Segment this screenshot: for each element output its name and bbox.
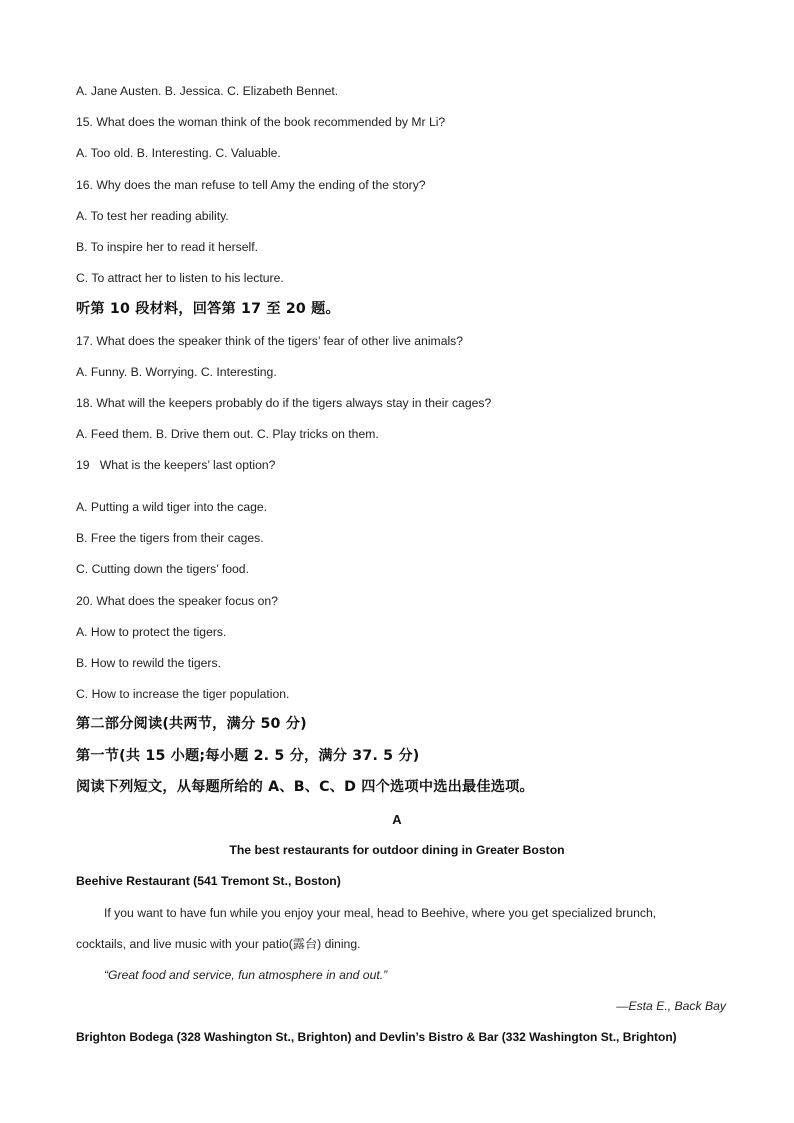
passage-title: The best restaurants for outdoor dining in Greater Boston <box>229 843 565 857</box>
q19-question: 19 What is the keepers’ last option? <box>76 458 276 472</box>
q16-option-b: B. To inspire her to read it herself. <box>76 240 259 254</box>
passage-letter: A <box>392 812 402 827</box>
q19-option-c: C. Cutting down the tigers’ food. <box>76 562 249 576</box>
q15-options: A. Too old. B. Interesting. C. Valuable. <box>76 146 281 160</box>
q19-option-b: B. Free the tigers from their cages. <box>76 531 264 545</box>
q17-options: A. Funny. B. Worrying. C. Interesting. <box>76 365 277 379</box>
q16-question: 16. Why does the man refuse to tell Amy the ending of the story? <box>76 178 426 192</box>
q15-question: 15. What does the woman think of the book recommended by Mr Li? <box>76 115 446 129</box>
restaurant-1-attribution: —Esta E., Back Bay <box>616 999 726 1013</box>
part-2-section-1-heading: 第一节(共 15 小题;每小题 2. 5 分，满分 37. 5 分) <box>76 748 420 764</box>
q17-question: 17. What does the speaker think of the tigers’ fear of other live animals? <box>76 334 464 348</box>
q20-option-c: C. How to increase the tiger population. <box>76 687 290 701</box>
restaurant-1-body-line-2: cocktails, and live music with your patio(露台) dining. <box>76 937 361 951</box>
q16-option-c: C. To attract her to listen to his lecture. <box>76 271 284 285</box>
restaurant-1-quote: “Great food and service, fun atmosphere in and out.” <box>104 968 388 982</box>
reading-instruction: 阅读下列短文，从每题所给的 A、B、C、D 四个选项中选出最佳选项。 <box>76 779 534 795</box>
q20-question: 20. What does the speaker focus on? <box>76 594 278 608</box>
part-2-heading: 第二部分阅读(共两节，满分 50 分) <box>76 716 307 732</box>
section-10-heading: 听第 10 段材料，回答第 17 至 20 题。 <box>76 301 340 317</box>
q20-option-b: B. How to rewild the tigers. <box>76 656 221 670</box>
q14-options: A. Jane Austen. B. Jessica. C. Elizabeth Bennet. <box>76 84 339 98</box>
q18-question: 18. What will the keepers probably do if the tigers always stay in their cages? <box>76 396 492 410</box>
restaurant-1-body-line-1: If you want to have fun while you enjoy your meal, head to Beehive, where you get specialized brunch, <box>104 906 657 920</box>
q18-options: A. Feed them. B. Drive them out. C. Play tricks on them. <box>76 427 379 441</box>
restaurant-1-heading: Beehive Restaurant (541 Tremont St., Boston) <box>76 874 341 888</box>
restaurant-2-heading: Brighton Bodega (328 Washington St., Brighton) and Devlin’s Bistro & Bar (332 Washington St., Brighton) <box>76 1030 677 1044</box>
q19-option-a: A. Putting a wild tiger into the cage. <box>76 500 268 514</box>
q16-option-a: A. To test her reading ability. <box>76 209 229 223</box>
q20-option-a: A. How to protect the tigers. <box>76 625 227 639</box>
